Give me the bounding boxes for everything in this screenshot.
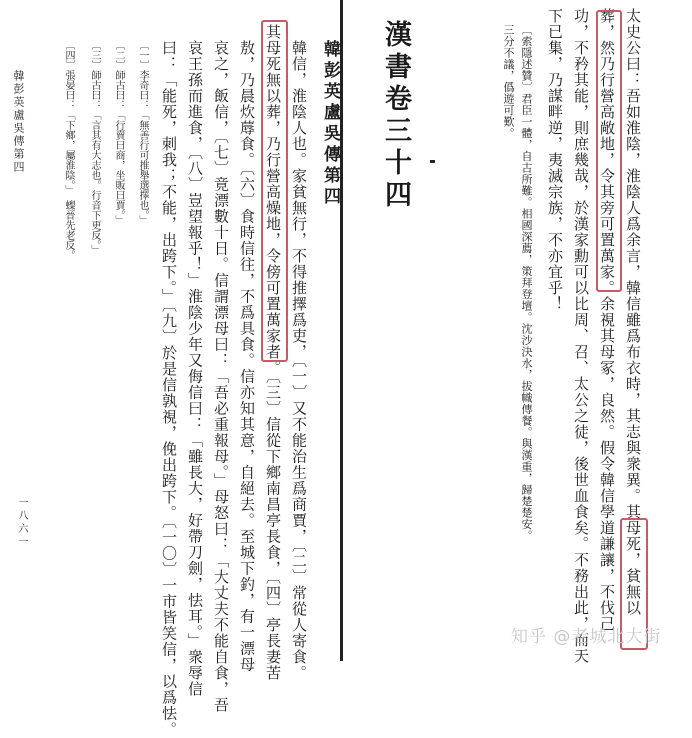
body-column-8: 曰：「能死，刺我；不能，出跨下。」〔九〕於是信孰視，俛出跨下。〔一〇〕一市皆笑信，以爲怯。: [160, 40, 178, 738]
highlighted-phrase-right-bottom: 其母死，貧無以: [624, 504, 642, 616]
chapter-subtitle: 韓彭英盧吳傳第四: [320, 40, 340, 208]
chapter-title: 漢書卷三十四: [380, 20, 411, 212]
body-column-3: 韓信，淮陰人也。家貧無行，不得推擇爲吏，〔一〕又不能治生爲商賈，〔二〕常從人寄食。: [290, 40, 308, 681]
right-column-1-top: 太史公曰：吾如淮陰，淮陰人爲余言，韓信雖爲布衣時，其志與衆異。: [624, 8, 642, 504]
highlighted-phrase-right-top: 葬，然乃行營高敞地，令其旁可置萬家。: [598, 8, 616, 296]
footnote-4: 〔四〕張晏曰：「下鄉，屬淮陰。」 蟍晉先老反。: [63, 40, 74, 260]
body-column-7: 哀王孫而進食，〔八〕豈望報乎！」淮陰少年又侮信曰：「雖長大，好帶刀劍，怯耳。」衆辱信: [186, 40, 204, 697]
right-column-2-rest: 余視其母冢，良然。假令韓信學道謙讓，不伐己: [598, 296, 616, 632]
page-gutter: [340, 0, 343, 661]
body-column-6: 哀之，飯信，〔七〕竟漂數十日。信謂漂母曰：「吾必重報母。」母怒曰：「大丈夫不能自食，吾: [212, 40, 230, 713]
footnote-3: 〔三〕師古曰：「言其有大志也。行音下更反。」: [89, 40, 100, 255]
highlighted-phrase-left: 其母死無以葬，乃行營高燥地，令傍可置萬家者。: [264, 24, 282, 376]
right-column-3: 功，不矜其能，則庶幾哉，於漢家勳可以比周、召、太公之徒，後世血食矣。不務出此，而天: [572, 8, 590, 664]
body-column-4-rest: 〔三〕信從下鄉南昌亭長食，〔四〕亭長妻苦: [264, 376, 282, 681]
page-number: 一八六一: [16, 497, 27, 549]
body-column-5: 敖，乃晨炊蓐食。〔六〕食時信往，不爲具食。信亦知其意，自絕去。至城下釣，有一漂母: [238, 40, 256, 673]
watermark: 知乎 @老城北大街: [511, 627, 662, 647]
right-column-4: 下已集，乃謀畔逆，夷滅宗族，不亦宜乎！: [546, 8, 564, 312]
commentary-column-2: 三分不議，僞遊可歎。: [502, 24, 515, 139]
commentary-column-1: 〔索隱述贊〕君臣一體，自古所難。相國深薦，策拜登壇。沈沙決水，拔幟傳餐。與漢重，歸楚楚安。: [520, 24, 533, 542]
running-head: 韓彭英盧吳傳第四: [12, 70, 25, 174]
footnote-1: 〔一〕李奇曰：「無善行可推舉選擇也。」: [137, 40, 148, 225]
highlight-box-right-top: [596, 10, 622, 292]
print-mark: [430, 160, 435, 163]
highlight-box-left: [261, 20, 288, 362]
footnote-2: 〔二〕師古曰：「行賣曰商，坐販曰賈。」: [113, 40, 124, 225]
